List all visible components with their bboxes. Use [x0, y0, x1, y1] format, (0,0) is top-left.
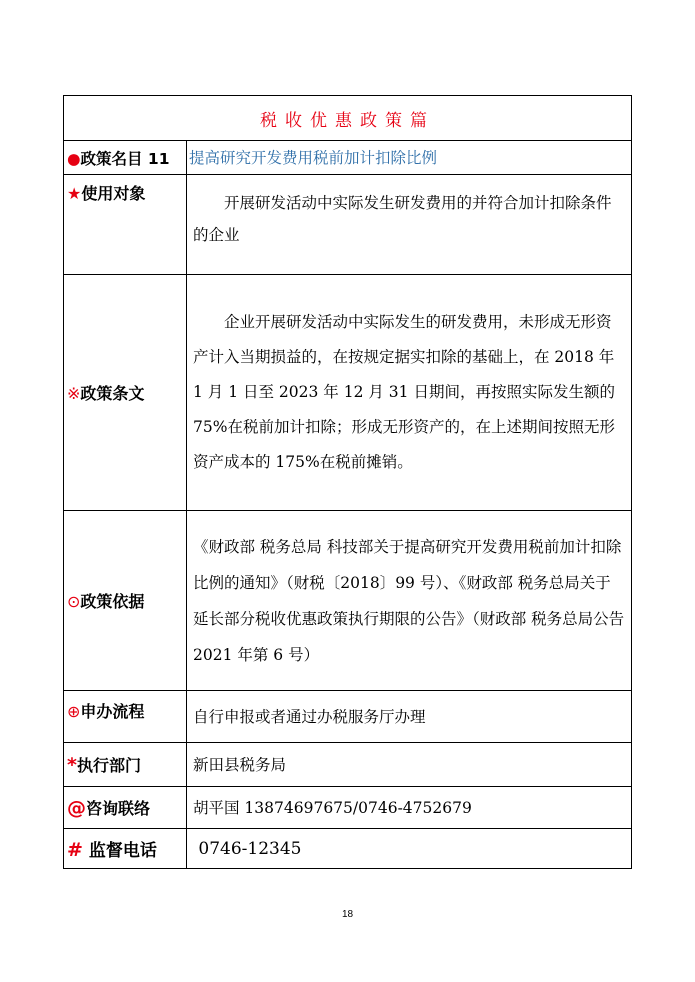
star-icon: ★ — [67, 184, 82, 203]
circled-plus-icon: ⊕ — [67, 702, 81, 721]
clause-label: 政策条文 — [80, 384, 145, 403]
dept-label-cell — [64, 743, 187, 787]
reference-mark-icon: ※ — [67, 384, 81, 403]
page-number: 18 — [341, 909, 354, 920]
target-label: 使用对象 — [81, 184, 146, 203]
basis-label-cell — [64, 511, 187, 691]
process-value: 自行申报或者通过办税服务厅办理 — [187, 691, 632, 743]
at-sign-icon: @ — [67, 797, 86, 819]
contact-label: 咨询联络 — [86, 799, 151, 818]
policy-name-value: 提高研究开发费用税前加计扣除比例 — [187, 141, 632, 175]
clause-value: 企业开展研发活动中实际发生的研发费用，未形成无形资产计入当期损益的，在按规定据实扣除的基础上，在 2018 年 1 月 1 日至 2023 年 12 月 31 日期间，再按照实际发生额的 75%在税前加计扣除；形成无形资产的，在上述期间按照无形资产成本的 175%在税前摊销。 — [187, 275, 632, 511]
supervise-label-cell — [64, 829, 187, 869]
process-label: 申办流程 — [80, 702, 145, 721]
basis-label: 政策依据 — [80, 592, 145, 611]
dept-value: 新田县税务局 — [187, 743, 632, 787]
hash-icon: # — [67, 839, 83, 861]
clause-label-cell — [64, 275, 187, 511]
supervise-value: 0746-12345 — [187, 829, 632, 869]
contact-value: 胡平国 13874697675/0746-4752679 — [187, 787, 632, 829]
table-title-cell — [64, 96, 632, 141]
policy-table — [63, 95, 632, 869]
dept-label: 执行部门 — [76, 756, 141, 775]
circled-dot-icon: ⊙ — [67, 592, 81, 611]
asterisk-icon: * — [67, 754, 77, 776]
process-label-cell — [64, 691, 187, 743]
target-value: 开展研发活动中实际发生研发费用的并符合加计扣除条件的企业 — [187, 175, 632, 275]
basis-value: 《财政部 税务总局 科技部关于提高研究开发费用税前加计扣除比例的通知》（财税〔2018〕99 号）、《财政部 税务总局关于延长部分税收优惠政策执行期限的公告》（财政部 税务总局公告 2021 年第 6 号） — [187, 511, 632, 691]
policy-name-label-cell — [64, 141, 187, 175]
supervise-label: 监督电话 — [82, 841, 157, 861]
bullet-icon: ● — [67, 149, 81, 168]
table-title: 税收优惠政策篇 — [260, 110, 435, 131]
target-label-cell — [64, 175, 187, 275]
contact-label-cell — [64, 787, 187, 829]
policy-name-label: 政策名目 11 — [80, 149, 170, 168]
